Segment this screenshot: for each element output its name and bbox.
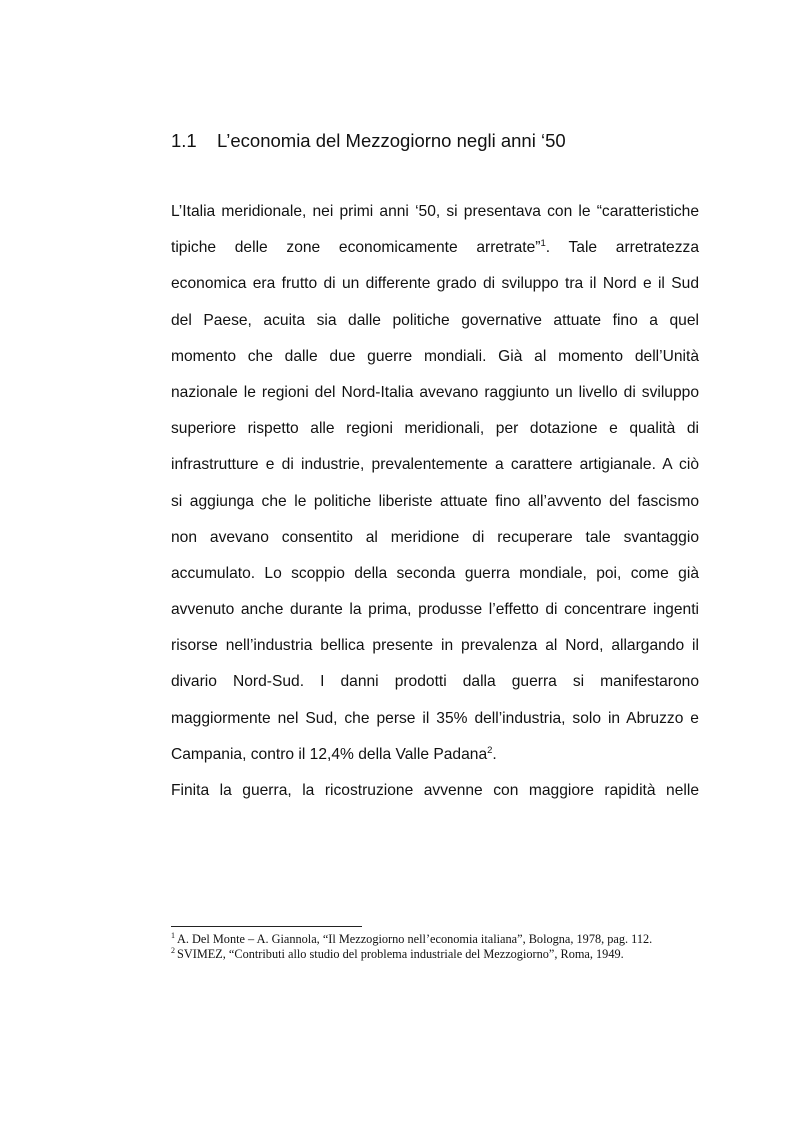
body-line — [171, 598, 699, 634]
body-line-text: tipiche delle zone economicamente arretrate” — [171, 239, 541, 257]
body-line-text: superiore rispetto alle regioni meridionali, per dotazione e qualità di — [171, 420, 699, 438]
section-title: L’economia del Mezzogiorno negli anni ‘50 — [217, 130, 566, 151]
section-heading — [171, 129, 711, 153]
body-line — [171, 309, 699, 345]
body-line-text: risorse nell’industria bellica presente in prevalenza al Nord, allargando il — [171, 637, 699, 655]
footnote-mark: 1 — [171, 930, 175, 940]
body-paragraphs — [171, 200, 699, 815]
body-line — [171, 562, 699, 598]
section-number: 1.1 — [171, 130, 197, 151]
body-line-text: si aggiunga che le politiche liberiste attuate fino all’avvento del fascismo — [171, 492, 699, 510]
body-line — [171, 743, 699, 779]
body-line — [171, 381, 699, 417]
body-line-text: maggiormente nel Sud, che perse il 35% dell’industria, solo in Abruzzo e — [171, 709, 699, 727]
body-line — [171, 272, 699, 308]
footnotes — [171, 932, 711, 962]
body-line-text: L’Italia meridionale, nei primi anni ‘50, si presentava con le “caratteristiche — [171, 203, 699, 220]
footnote-mark: 2 — [171, 945, 175, 955]
footnote-text: SVIMEZ, “Contributi allo studio del problema industriale del Mezzogiorno”, Roma, 1949. — [177, 947, 624, 961]
body-line — [171, 200, 699, 236]
body-line-text-continued: . — [492, 745, 497, 763]
footnote-reference[interactable]: 2 — [487, 744, 493, 756]
body-line-text: avvenuto anche durante la prima, produsse l’effetto di concentrare ingenti — [171, 601, 699, 619]
body-line-text: Finita la guerra, la ricostruzione avvenne con maggiore rapidità nelle — [171, 782, 699, 799]
body-line-text: del Paese, acuita sia dalle politiche governative attuate fino a quel — [171, 311, 699, 329]
body-line-text: non avevano consentito al meridione di recuperare tale svantaggio — [171, 528, 699, 546]
footnote-separator — [171, 926, 362, 927]
body-line-text: divario Nord-Sud. I danni prodotti dalla guerra si manifestarono — [171, 673, 699, 691]
body-line — [171, 417, 699, 453]
body-line-text: economica era frutto di un differente grado di sviluppo tra il Nord e il Sud — [171, 275, 699, 293]
footnote-text: A. Del Monte – A. Giannola, “Il Mezzogiorno nell’economia italiana”, Bologna, 1978, pag. 112. — [177, 932, 653, 946]
body-line — [171, 490, 699, 526]
body-line — [171, 345, 699, 381]
body-line — [171, 236, 699, 272]
body-line-text-continued: . Tale arretratezza — [545, 239, 699, 257]
body-line — [171, 526, 699, 562]
body-line-text: nazionale le regioni del Nord-Italia avevano raggiunto un livello di sviluppo — [171, 383, 699, 401]
body-line — [171, 670, 699, 706]
body-line — [171, 634, 699, 670]
body-line-text: Campania, contro il 12,4% della Valle Padana — [171, 745, 488, 763]
body-line — [171, 707, 699, 743]
body-line — [171, 453, 699, 489]
footnote-item — [171, 932, 711, 947]
body-line-text: infrastrutture e di industrie, prevalentemente a carattere artigianale. A ciò — [171, 456, 699, 474]
body-line-text: momento che dalle due guerre mondiali. Già al momento dell’Unità — [171, 347, 699, 365]
footnote-item — [171, 947, 711, 962]
footnote-reference[interactable]: 1 — [540, 238, 546, 249]
body-line-text: accumulato. Lo scoppio della seconda guerra mondiale, poi, come già — [171, 564, 699, 582]
body-line — [171, 779, 699, 815]
